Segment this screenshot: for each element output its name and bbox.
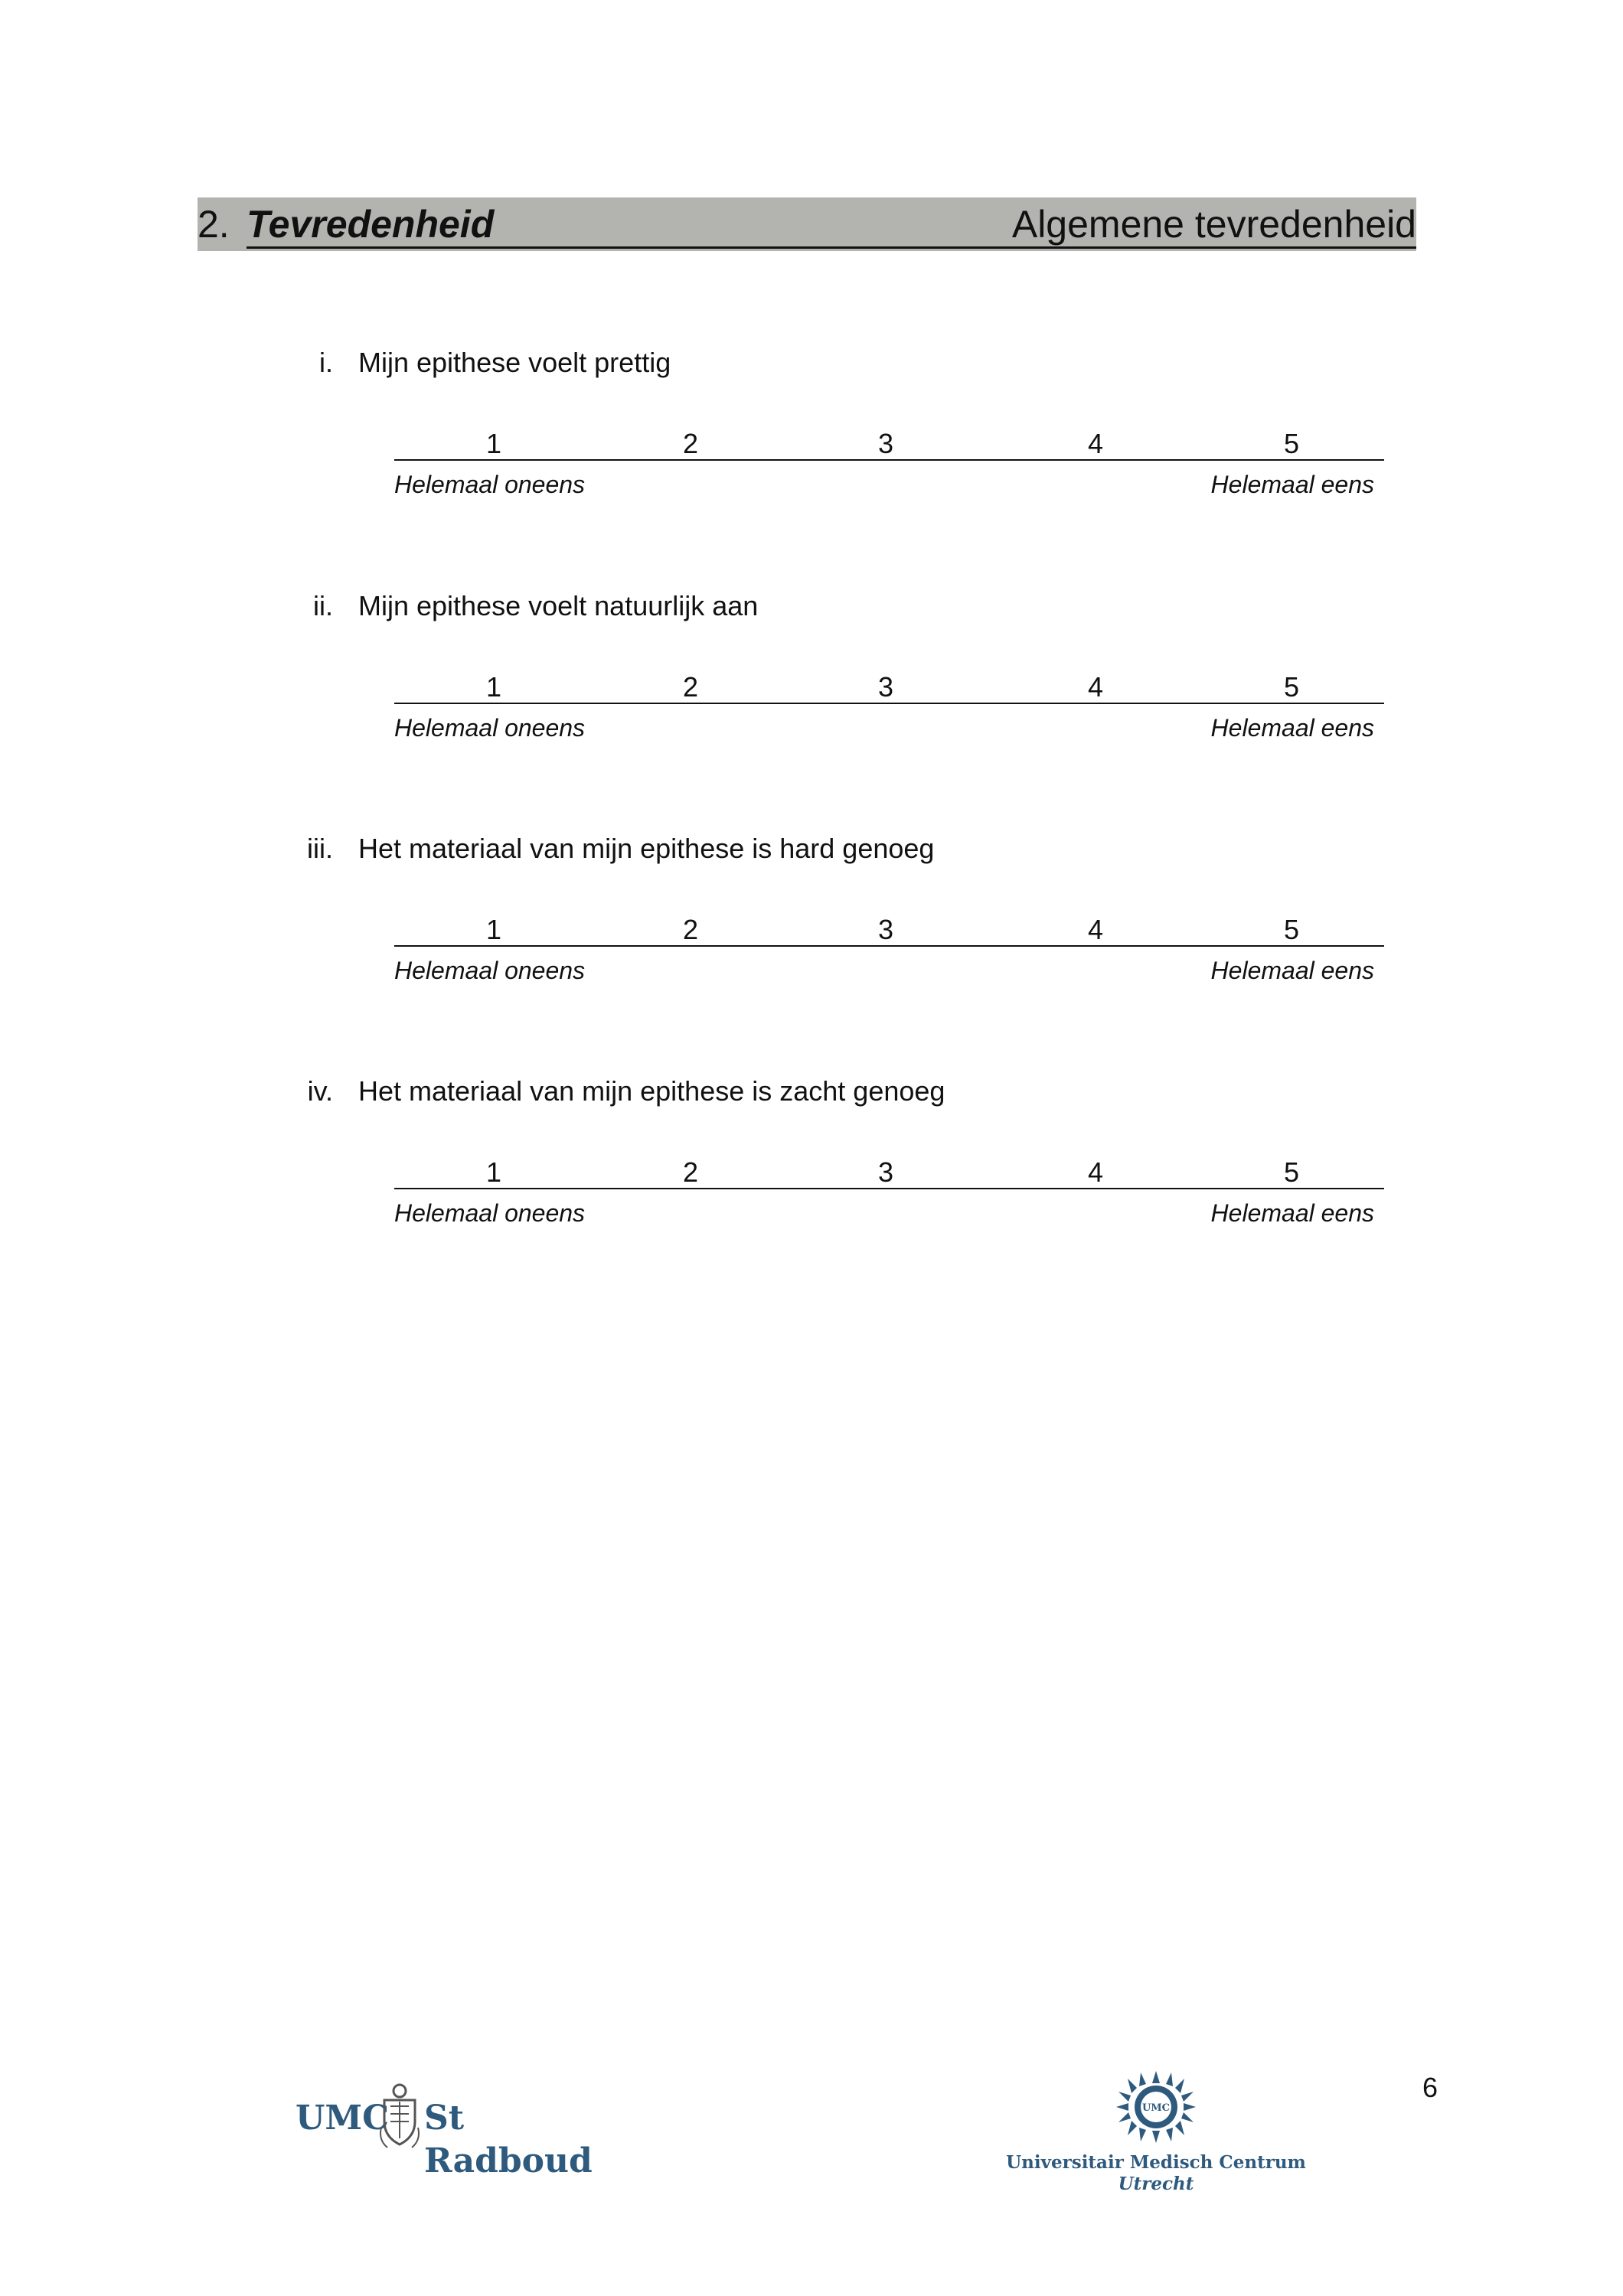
scale-anchor-left: Helemaal oneens bbox=[394, 957, 586, 984]
logo-badge-text: UMC bbox=[1141, 2102, 1171, 2114]
scale-option-5[interactable]: 5 bbox=[1283, 1156, 1300, 1188]
logo-left-umc-text: UMC bbox=[296, 2099, 390, 2138]
question-text: Het materiaal van mijn epithese is zacht genoeg bbox=[358, 1075, 945, 1107]
scale-option-1[interactable]: 1 bbox=[485, 1156, 502, 1188]
logo-left-radboud-text: St Radboud bbox=[424, 2099, 593, 2180]
scale-option-3[interactable]: 3 bbox=[877, 671, 894, 703]
scale-option-4[interactable]: 4 bbox=[1087, 671, 1104, 703]
scale-anchor-right: Helemaal eens bbox=[1210, 957, 1374, 984]
question-number: iv. bbox=[307, 1075, 333, 1107]
scale-option-2[interactable]: 2 bbox=[682, 914, 699, 945]
page-number: 6 bbox=[1422, 2072, 1438, 2103]
umc-st-radboud-logo bbox=[296, 2082, 617, 2180]
scale-option-4[interactable]: 4 bbox=[1087, 1156, 1104, 1188]
section-subtitle: Algemene tevredenheid bbox=[1011, 203, 1416, 246]
logo-right-city: Utrecht bbox=[1118, 2174, 1194, 2194]
logo-right-name: Universitair Medisch Centrum bbox=[1006, 2152, 1306, 2173]
question-item bbox=[0, 344, 1623, 528]
scale-option-3[interactable]: 3 bbox=[877, 914, 894, 945]
sunburst-icon bbox=[1112, 2066, 1200, 2148]
umc-utrecht-logo bbox=[995, 2066, 1317, 2204]
scale-anchor-left: Helemaal oneens bbox=[394, 1199, 586, 1227]
question-number: i. bbox=[319, 347, 333, 378]
question-text: Mijn epithese voelt prettig bbox=[358, 347, 671, 378]
scale-option-3[interactable]: 3 bbox=[877, 428, 894, 459]
section-number: 2. bbox=[198, 203, 230, 246]
question-number: iii. bbox=[307, 833, 333, 864]
question-text: Mijn epithese voelt natuurlijk aan bbox=[358, 590, 759, 621]
scale-anchor-right: Helemaal eens bbox=[1210, 714, 1374, 742]
scale-option-2[interactable]: 2 bbox=[682, 671, 699, 703]
scale-option-2[interactable]: 2 bbox=[682, 1156, 699, 1188]
scale-option-4[interactable]: 4 bbox=[1087, 914, 1104, 945]
scale-option-3[interactable]: 3 bbox=[877, 1156, 894, 1188]
scale-anchor-left: Helemaal oneens bbox=[394, 471, 586, 498]
crest-icon bbox=[378, 2082, 421, 2151]
scale-option-4[interactable]: 4 bbox=[1087, 428, 1104, 459]
scale-option-5[interactable]: 5 bbox=[1283, 914, 1300, 945]
scale-option-1[interactable]: 1 bbox=[485, 671, 502, 703]
scale-anchor-right: Helemaal eens bbox=[1210, 1199, 1374, 1227]
scale-option-2[interactable]: 2 bbox=[682, 428, 699, 459]
question-item bbox=[0, 830, 1623, 1014]
question-item bbox=[0, 1073, 1623, 1257]
scale-option-1[interactable]: 1 bbox=[485, 428, 502, 459]
question-number: ii. bbox=[313, 590, 333, 621]
scale-anchor-left: Helemaal oneens bbox=[394, 714, 586, 742]
scale-option-5[interactable]: 5 bbox=[1283, 671, 1300, 703]
question-item bbox=[0, 588, 1623, 771]
scale-option-5[interactable]: 5 bbox=[1283, 428, 1300, 459]
scale-anchor-right: Helemaal eens bbox=[1210, 471, 1374, 498]
scale-option-1[interactable]: 1 bbox=[485, 914, 502, 945]
question-text: Het materiaal van mijn epithese is hard genoeg bbox=[358, 833, 935, 864]
section-title: Tevredenheid bbox=[247, 203, 495, 246]
